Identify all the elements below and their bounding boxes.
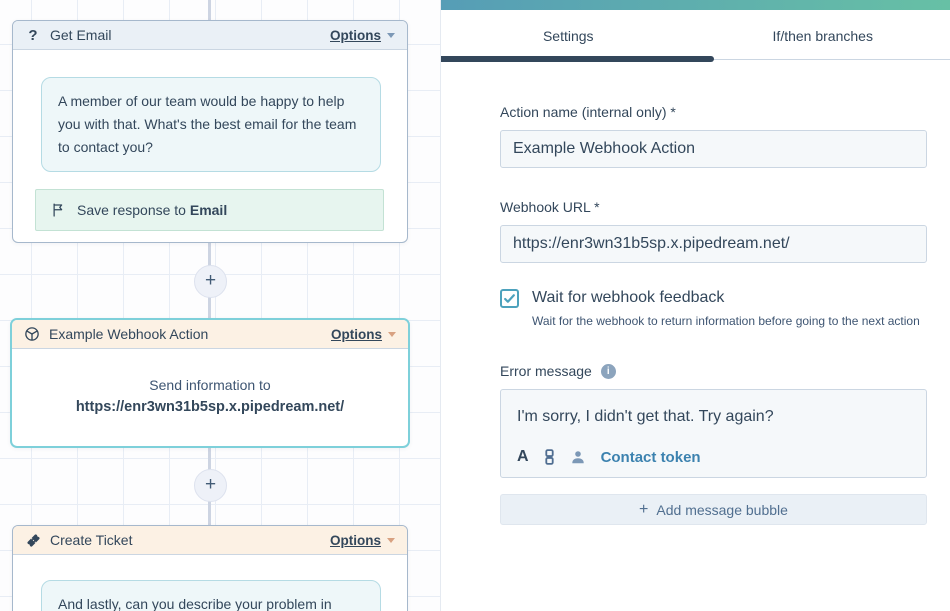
error-message-editor[interactable] bbox=[500, 389, 927, 478]
flag-icon bbox=[50, 202, 66, 218]
settings-form bbox=[441, 62, 950, 525]
wait-feedback-text bbox=[532, 287, 920, 330]
add-message-bubble-button[interactable]: + Add message bubble bbox=[500, 494, 927, 525]
person-token-icon[interactable] bbox=[570, 449, 586, 465]
action-card-example-webhook[interactable] bbox=[10, 318, 410, 448]
add-step-button[interactable]: + bbox=[194, 265, 227, 298]
action-name-label: Action name (internal only) * bbox=[500, 104, 676, 120]
card-title: Example Webhook Action bbox=[49, 326, 209, 342]
settings-panel bbox=[440, 0, 950, 611]
info-icon[interactable]: i bbox=[601, 364, 616, 379]
webhook-cube-icon bbox=[24, 326, 40, 342]
chain-link-icon[interactable] bbox=[544, 449, 555, 465]
ticket-icon bbox=[25, 532, 41, 548]
error-message-text: I'm sorry, I didn't get that. Try again? bbox=[517, 408, 774, 425]
wait-feedback-help: Wait for the webhook to return information before going to the next action bbox=[532, 314, 920, 328]
chevron-down-icon bbox=[387, 538, 395, 543]
message-bubble: And lastly, can you describe your problem in bbox=[41, 580, 381, 611]
save-response-strip bbox=[35, 189, 384, 231]
message-bubble: A member of our team would be happy to help you with that. What's the best email for the team to contact you? bbox=[41, 77, 381, 172]
card-header bbox=[12, 320, 408, 349]
webhook-url-label: Webhook URL * bbox=[500, 199, 600, 215]
chevron-down-icon bbox=[387, 33, 395, 38]
chatflow-canvas[interactable] bbox=[0, 0, 440, 611]
options-menu-button[interactable]: Options bbox=[330, 28, 395, 43]
tab-settings[interactable]: Settings bbox=[542, 28, 594, 44]
action-name-input[interactable] bbox=[500, 130, 927, 168]
add-step-button[interactable]: + bbox=[194, 469, 227, 502]
plus-icon: + bbox=[639, 500, 649, 518]
error-message-label-row bbox=[500, 362, 927, 381]
chevron-down-icon bbox=[388, 332, 396, 337]
card-title: Get Email bbox=[50, 27, 112, 43]
contact-token-link[interactable]: Contact token bbox=[600, 448, 701, 466]
card-title: Create Ticket bbox=[50, 532, 133, 548]
tab-if-then-branches[interactable]: If/then branches bbox=[772, 28, 873, 44]
panel-accent-bar bbox=[441, 0, 950, 10]
webhook-card-body bbox=[12, 349, 408, 446]
question-mark-icon bbox=[25, 27, 41, 43]
wait-feedback-option bbox=[500, 287, 927, 330]
webhook-url-input[interactable] bbox=[500, 225, 927, 263]
wait-feedback-label: Wait for webhook feedback bbox=[532, 289, 725, 306]
options-menu-button[interactable]: Options bbox=[331, 327, 396, 342]
action-card-create-ticket[interactable] bbox=[12, 525, 408, 611]
text-format-button[interactable]: A bbox=[517, 448, 529, 465]
save-field-name: Email bbox=[189, 202, 228, 218]
active-tab-indicator bbox=[441, 56, 714, 62]
card-header bbox=[13, 21, 407, 50]
action-name-field-group bbox=[500, 103, 927, 168]
webhook-url-text: https://enr3wn31b5sp.x.pipedream.net/ bbox=[75, 398, 345, 415]
action-card-get-email[interactable] bbox=[12, 20, 408, 243]
webhook-summary-text: Send information to bbox=[149, 376, 271, 393]
webhook-url-field-group bbox=[500, 198, 927, 263]
card-header bbox=[13, 526, 407, 555]
options-menu-button[interactable]: Options bbox=[330, 533, 395, 548]
wait-feedback-checkbox[interactable] bbox=[500, 289, 519, 308]
panel-tabs bbox=[441, 10, 950, 62]
editor-toolbar bbox=[517, 448, 701, 466]
error-message-label: Error message bbox=[500, 363, 592, 379]
save-response-text: Save response to Email bbox=[77, 202, 228, 218]
